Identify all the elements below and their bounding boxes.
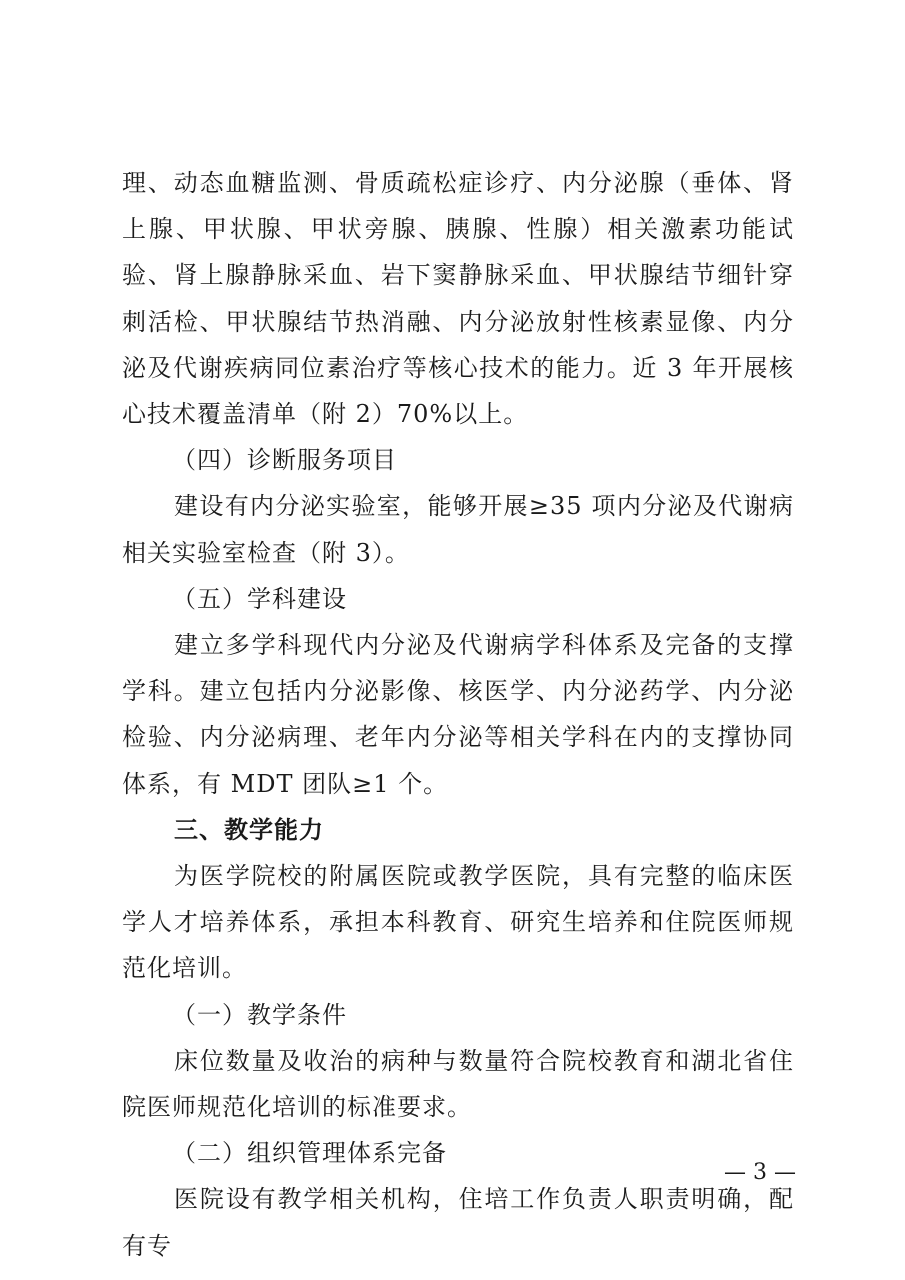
paragraph-teaching-organization: 医院设有教学相关机构，住培工作负责人职责明确，配有专 xyxy=(122,1185,794,1260)
subheading-teaching-conditions: （一）教学条件 xyxy=(172,1000,347,1029)
paragraph-laboratory: 建设有内分泌实验室，能够开展≥35 项内分泌及代谢病相关实验室检查（附 3）。 xyxy=(122,492,794,567)
page-number: — 3 — xyxy=(724,1160,796,1185)
paragraph-discipline-system: 建立多学科现代内分泌及代谢病学科体系及完备的支撑学科。建立包括内分泌影像、核医学、内分泌药学、内分泌检验、内分泌病理、老年内分泌等相关学科在内的支撑协同体系，有 MDT 团队≥1 个。 xyxy=(122,631,794,798)
document-body xyxy=(122,160,794,1269)
paragraph-teaching-hospital: 为医学院校的附属医院或教学医院，具有完整的临床医学人才培养体系，承担本科教育、研究生培养和住院医师规范化培训。 xyxy=(122,862,794,983)
subheading-discipline-building: （五）学科建设 xyxy=(172,584,347,613)
subheading-management-system: （二）组织管理体系完备 xyxy=(172,1139,447,1168)
subheading-diagnostic-services: （四）诊断服务项目 xyxy=(172,446,397,475)
paragraph-bed-capacity: 床位数量及收治的病种与数量符合院校教育和湖北省住院医师规范化培训的标准要求。 xyxy=(122,1046,794,1122)
paragraph-core-techniques: 理、动态血糖监测、骨质疏松症诊疗、内分泌腺（垂体、肾上腺、甲状腺、甲状旁腺、胰腺、性腺）相关激素功能试验、肾上腺静脉采血、岩下窦静脉采血、甲状腺结节细针穿刺活检、甲状腺结节热消融、内分泌放射性核素显像、内分泌及代谢疾病同位素治疗等核心技术的能力。近 3 年开展核心技术覆盖清单（附 2）70%以上。 xyxy=(122,169,794,429)
section-heading-teaching-capacity: 三、教学能力 xyxy=(174,815,324,844)
